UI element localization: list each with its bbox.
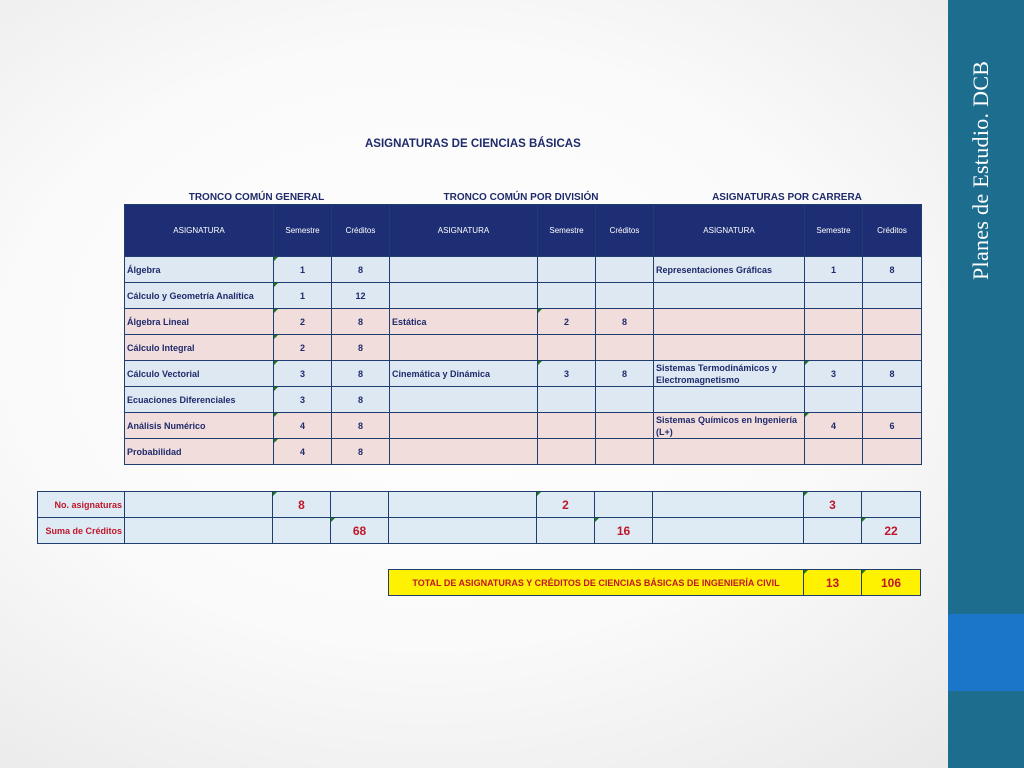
credits-cell: 8 (332, 361, 390, 387)
credits-division: 16 (595, 518, 653, 544)
credits-cell: 8 (332, 413, 390, 439)
subject-name (654, 439, 805, 465)
table-row (125, 257, 922, 283)
semester-cell: 4 (274, 413, 332, 439)
subject-name: Probabilidad (125, 439, 274, 465)
column-header-semestre: Semestre (805, 205, 863, 257)
subject-name: Análisis Numérico (125, 413, 274, 439)
table-heading: ASIGNATURAS DE CIENCIAS BÁSICAS (365, 138, 581, 150)
semester-cell (805, 335, 863, 361)
table-row (125, 283, 922, 309)
total-label: TOTAL DE ASIGNATURAS Y CRÉDITOS DE CIENCIAS BÁSICAS DE INGENIERÍA CIVIL (389, 570, 804, 596)
count-carrera: 3 (804, 492, 862, 518)
subject-name (390, 335, 538, 361)
table-row (125, 439, 922, 465)
group-header-division: TRONCO COMÚN POR DIVISIÓN (443, 192, 599, 203)
subject-name: Cinemática y Dinámica (390, 361, 538, 387)
table-row (125, 361, 922, 387)
table-header-row (125, 205, 922, 257)
credits-cell: 8 (332, 257, 390, 283)
subjects-table (124, 204, 922, 465)
count-label: No. asignaturas (38, 492, 125, 518)
total-row (389, 570, 921, 596)
semester-cell (538, 413, 596, 439)
credits-cell (863, 439, 922, 465)
subject-name: Sistemas Químicos en Ingeniería (L+) (654, 413, 805, 439)
credits-sum-row (38, 518, 921, 544)
column-header-semestre: Semestre (538, 205, 596, 257)
credits-cell (596, 387, 654, 413)
semester-cell: 3 (274, 387, 332, 413)
semester-cell: 3 (274, 361, 332, 387)
credits-cell: 8 (332, 387, 390, 413)
column-header-asignatura: ASIGNATURA (390, 205, 538, 257)
credits-cell: 8 (332, 335, 390, 361)
subject-name (654, 283, 805, 309)
subject-name: Representaciones Gráficas (654, 257, 805, 283)
table-row (125, 413, 922, 439)
credits-cell (596, 335, 654, 361)
subject-name (390, 387, 538, 413)
credits-cell (596, 257, 654, 283)
subject-name: Cálculo Vectorial (125, 361, 274, 387)
subject-count-row (38, 492, 921, 518)
semester-cell: 3 (538, 361, 596, 387)
semester-cell (805, 387, 863, 413)
subject-name: Álgebra (125, 257, 274, 283)
subject-name (390, 413, 538, 439)
subject-name: Álgebra Lineal (125, 309, 274, 335)
total-credits: 106 (862, 570, 921, 596)
count-division: 2 (537, 492, 595, 518)
semester-cell: 1 (274, 283, 332, 309)
credits-general: 68 (331, 518, 389, 544)
subject-name (390, 257, 538, 283)
slide-title: Planes de Estudio. DCB (968, 60, 993, 280)
subject-name (390, 439, 538, 465)
group-header-general: TRONCO COMÚN GENERAL (188, 192, 325, 203)
column-header-creditos: Créditos (332, 205, 390, 257)
credits-cell (596, 283, 654, 309)
subject-name (654, 387, 805, 413)
column-header-semestre: Semestre (274, 205, 332, 257)
semester-cell (538, 387, 596, 413)
credits-cell (596, 439, 654, 465)
group-header-carrera: ASIGNATURAS POR CARRERA (712, 192, 862, 203)
semester-cell: 3 (805, 361, 863, 387)
credits-cell: 8 (332, 309, 390, 335)
semester-cell: 2 (538, 309, 596, 335)
credits-cell (863, 387, 922, 413)
sidebar-accent-block (948, 614, 1024, 691)
count-general: 8 (273, 492, 331, 518)
subject-name: Sistemas Termodinámicos y Electromagnetismo (654, 361, 805, 387)
table-row (125, 335, 922, 361)
credits-cell (863, 335, 922, 361)
credits-cell: 8 (332, 439, 390, 465)
semester-cell: 1 (274, 257, 332, 283)
credits-cell: 8 (596, 361, 654, 387)
subject-name: Ecuaciones Diferenciales (125, 387, 274, 413)
total-table (388, 569, 921, 596)
semester-cell: 2 (274, 309, 332, 335)
table-row (125, 309, 922, 335)
semester-cell: 4 (805, 413, 863, 439)
semester-cell: 1 (805, 257, 863, 283)
credits-cell (863, 309, 922, 335)
subject-name: Cálculo Integral (125, 335, 274, 361)
column-header-creditos: Créditos (596, 205, 654, 257)
semester-cell (538, 439, 596, 465)
credits-label: Suma de Créditos (38, 518, 125, 544)
subject-name (654, 335, 805, 361)
semester-cell (538, 335, 596, 361)
semester-cell (805, 309, 863, 335)
semester-cell (538, 257, 596, 283)
credits-cell (863, 283, 922, 309)
semester-cell: 4 (274, 439, 332, 465)
credits-cell: 8 (863, 361, 922, 387)
column-header-creditos: Créditos (863, 205, 922, 257)
semester-cell (805, 439, 863, 465)
credits-carrera: 22 (862, 518, 921, 544)
subject-name (654, 309, 805, 335)
credits-cell: 8 (863, 257, 922, 283)
subject-name: Estática (390, 309, 538, 335)
column-header-asignatura: ASIGNATURA (654, 205, 805, 257)
summary-table (37, 491, 921, 544)
semester-cell (805, 283, 863, 309)
column-header-asignatura: ASIGNATURA (125, 205, 274, 257)
semester-cell: 2 (274, 335, 332, 361)
semester-cell (538, 283, 596, 309)
credits-cell: 8 (596, 309, 654, 335)
subject-name (390, 283, 538, 309)
table-row (125, 387, 922, 413)
credits-cell: 6 (863, 413, 922, 439)
credits-cell (596, 413, 654, 439)
subject-name: Cálculo y Geometría Analítica (125, 283, 274, 309)
credits-cell: 12 (332, 283, 390, 309)
total-subjects: 13 (804, 570, 862, 596)
